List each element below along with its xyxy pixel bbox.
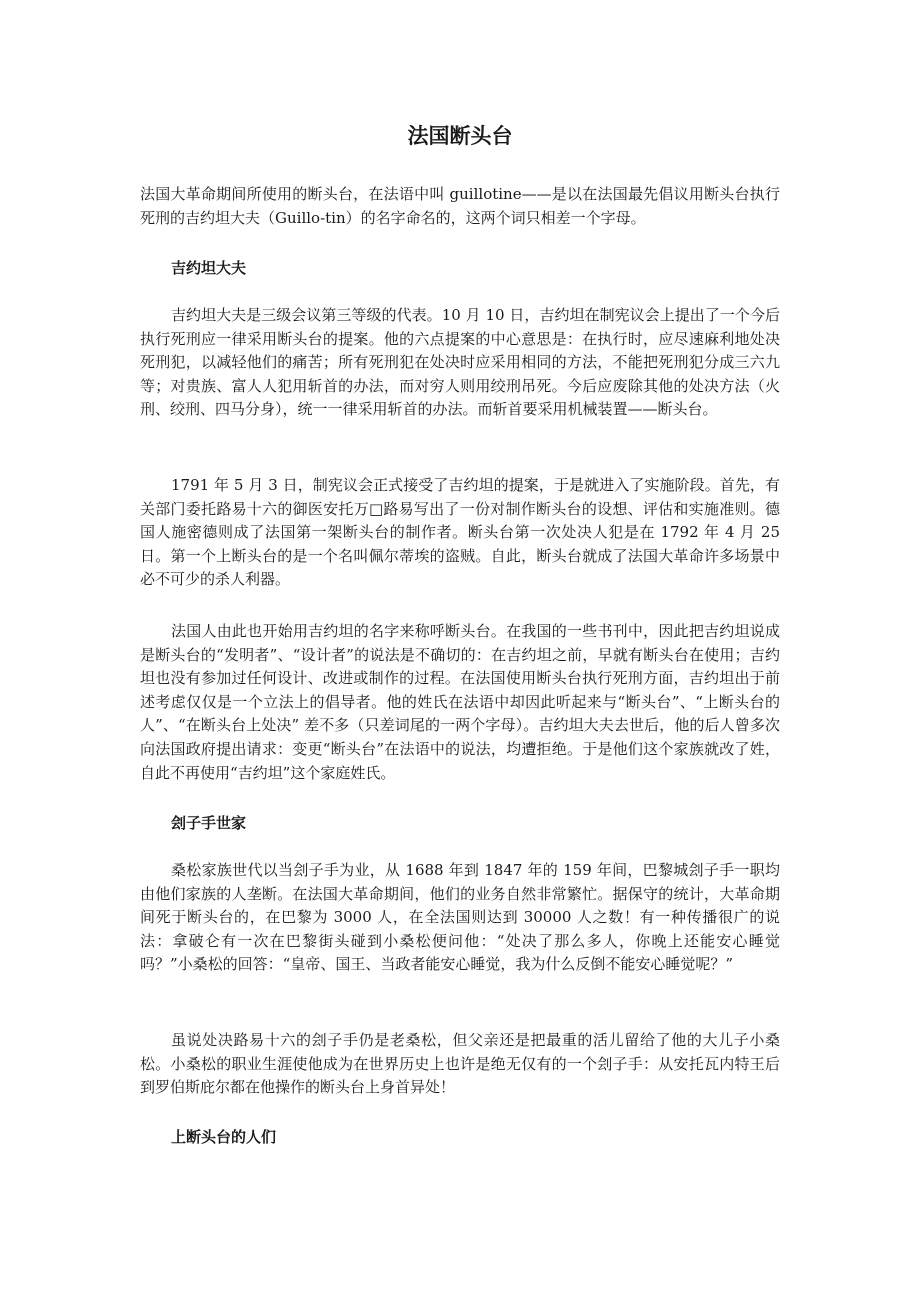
paragraph-young-sanson: 虽说处决路易十六的刽子手仍是老桑松，但父亲还是把最重的活儿留给了他的大儿子小桑松。小桑松的职业生涯使他成为在世界历史上也许是绝无仅有的一个刽子手：从安托瓦内特王后到罗伯斯庇尔都在他操作的断头台上身首异处！ xyxy=(140,1031,780,1097)
paragraph-guillotin-adoption: 1791 年 5 月 3 日，制宪议会正式接受了吉约坦的提案，于是就进入了实施阶段。首先，有关部门委托路易十六的御医安托万□路易写出了一份对制作断头台的设想、评估和实施准则。德国人施密德则成了法国第一架断头台的制作者。断头台第一次处决人犯是在 1792 年 4 月 25 日。第一个上断头台的是一个名叫佩尔蒂埃的盗贼。自此，断头台就成了法国大革命许多场景中必不可少的杀人利器。 xyxy=(140,476,780,589)
paragraph-guillotin-proposal: 吉约坦大夫是三级会议第三等级的代表。10 月 10 日，吉约坦在制宪议会上提出了一个今后执行死刑应一律采用断头台的提案。他的六点提案的中心意思是：在执行时，应尽速麻利地处决死刑犯，以减轻他们的痛苦；所有死刑犯在处决时应采用相同的方法，不能把死刑犯分成三六九等；对贵族、富人人犯用斩首的办法，而对穷人则用绞刑吊死。今后应废除其他的处决方法（火刑、绞刑、四马分身），统一一律采用斩首的办法。而斩首要采用机械装置——断头台。 xyxy=(140,306,780,419)
section-heading-guillotin: 吉约坦大夫 xyxy=(171,259,247,277)
document-title: 法国断头台 xyxy=(407,124,513,148)
paragraph-sanson-family: 桑松家族世代以当刽子手为业，从 1688 年到 1847 年的 159 年间，巴黎城刽子手一职均由他们家族的人垄断。在法国大革命期间，他们的业务自然非常繁忙。据保守的统计，大革命期间死于断头台的，在巴黎为 3000 人，在全法国则达到 30000 人之数！有一种传播很广的说法：拿破仑有一次在巴黎街头碰到小桑松便问他：“处决了那么多人，你晚上还能安心睡觉吗？”小桑松的回答：“皇帝、国王、当政者能安心睡觉，我为什么反倒不能安心睡觉呢？” xyxy=(140,861,780,974)
section-heading-executioners: 刽子手世家 xyxy=(171,814,247,832)
section-heading-victims: 上断头台的人们 xyxy=(171,1128,277,1146)
paragraph-guillotin-name: 法国人由此也开始用吉约坦的名字来称呼断头台。在我国的一些书刊中，因此把吉约坦说成是断头台的“发明者”、“设计者”的说法是不确切的：在吉约坦之前，早就有断头台在使用；吉约坦也没有参加过任何设计、改进或制作的过程。在法国使用断头台执行死刑方面，吉约坦出于前述考虑仅仅是一个立法上的倡导者。他的姓氏在法语中却因此听起来与“断头台”、“上断头台的人”、“在断头台上处决” 差不多（只差词尾的一两个字母）。吉约坦大夫去世后，他的后人曾多次向法国政府提出请求：变更“断头台”在法语中的说法，均遭拒绝。于是他们这个家族就改了姓，自此不再使用“吉约坦”这个家庭姓氏。 xyxy=(140,622,780,782)
intro-paragraph: 法国大革命期间所使用的断头台，在法语中叫 guillotine——是以在法国最先倡议用断头台执行死刑的吉约坦大夫（Guillo-tin）的名字命名的，这两个词只相差一个字母。 xyxy=(140,185,780,227)
